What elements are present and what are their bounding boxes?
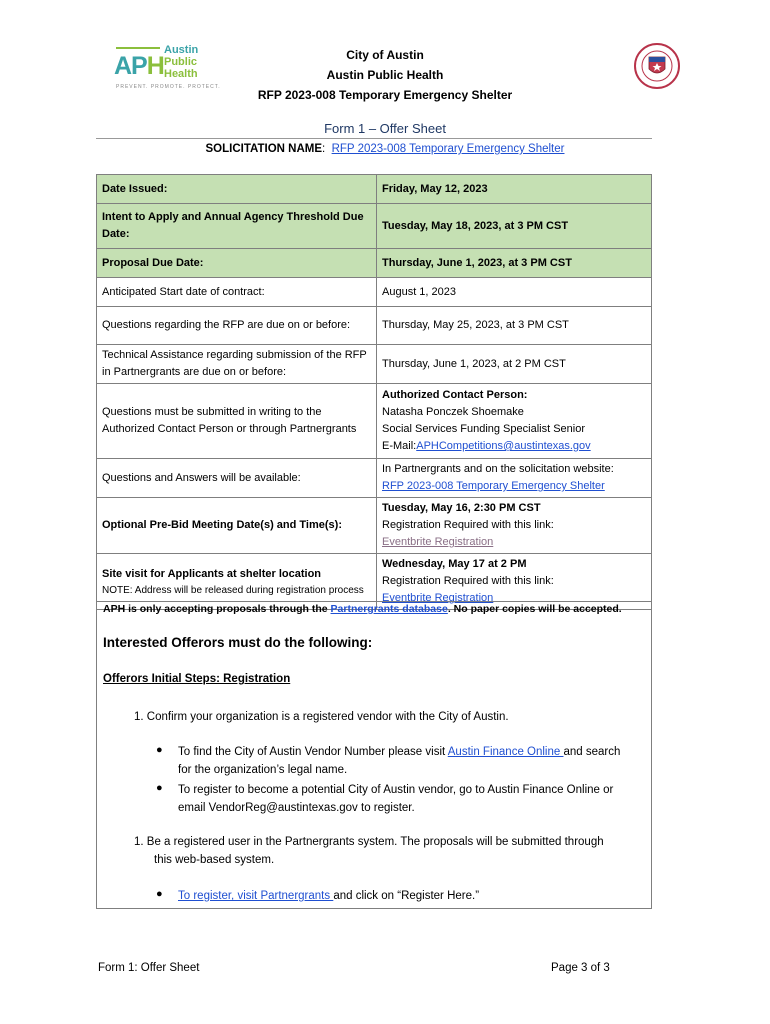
instructions-heading: Interested Offerors must do the following: bbox=[103, 635, 373, 650]
qa-solicitation-link[interactable]: RFP 2023-008 Temporary Emergency Shelter bbox=[382, 480, 605, 492]
table-row-proposal-due: Proposal Due Date: Thursday, June 1, 2023, at 3 PM CST bbox=[97, 249, 652, 278]
table-row-prebid: Optional Pre-Bid Meeting Date(s) and Time(s): Tuesday, May 16, 2:30 PM CST Registration Required with this link: Eventbrite Registration bbox=[97, 498, 652, 554]
logo-tagline: PREVENT. PROMOTE. PROTECT. bbox=[116, 84, 221, 90]
bullet-icon: ● bbox=[156, 888, 163, 900]
contact-email-link[interactable]: APHCompetitions@austintexas.gov bbox=[416, 440, 591, 452]
header-rfp-title: RFP 2023-008 Temporary Emergency Shelter bbox=[257, 88, 513, 102]
table-row-questions-due: Questions regarding the RFP are due on or before: Thursday, May 25, 2023, at 3 PM CST bbox=[97, 307, 652, 345]
site-visit-eventbrite-link[interactable]: Eventbrite Registration bbox=[382, 592, 494, 604]
header-department: Austin Public Health bbox=[326, 68, 444, 82]
step-confirm-vendor: 1. Confirm your organization is a registered vendor with the City of Austin. bbox=[134, 711, 509, 723]
table-row-intent: Intent to Apply and Annual Agency Threshold Due Date: Tuesday, May 18, 2023, at 3 PM CST bbox=[97, 204, 652, 249]
paper-copies-notice: APH is only accepting proposals through the Partnergrants database. No paper copies will be accepted. bbox=[103, 603, 622, 615]
bullet-icon: ● bbox=[156, 744, 163, 756]
table-row-technical-assistance: Technical Assistance regarding submission of the RFP in Partnergrants are due on or before: Thursday, June 1, 2023, at 2 PM CST bbox=[97, 345, 652, 384]
bullet-icon: ● bbox=[156, 782, 163, 794]
solicitation-name: SOLICITATION NAME: RFP 2023-008 Temporary Emergency Shelter bbox=[205, 143, 565, 155]
table-row-start-date: Anticipated Start date of contract: August 1, 2023 bbox=[97, 278, 652, 307]
table-row-contact: Questions must be submitted in writing to the Authorized Contact Person or through Partnergrants Authorized Contact Person: Natasha Ponczek Shoemake Social Services Funding Specialist Senior E-Mail:APHCompetitions@austintexas.gov bbox=[97, 384, 652, 459]
bullet-register-vendor: To register to become a potential City of Austin vendor, go to Austin Finance Online or email VendorReg@austintexas.gov to register. bbox=[178, 784, 614, 814]
austin-finance-online-link[interactable]: Austin Finance Online bbox=[447, 746, 564, 758]
registration-steps-heading: Offerors Initial Steps: Registration bbox=[103, 673, 291, 685]
logo-mark: APH bbox=[114, 52, 164, 80]
footer-form-label: Form 1: Offer Sheet bbox=[98, 962, 200, 974]
table-row-qa: Questions and Answers will be available: In Partnergrants and on the solicitation website: RFP 2023-008 Temporary Emergency Shelter bbox=[97, 459, 652, 498]
footer-page-number: Page 3 of 3 bbox=[551, 962, 610, 974]
register-partnergrants-link[interactable]: To register, visit Partnergrants bbox=[178, 890, 334, 902]
title-divider bbox=[96, 138, 652, 139]
key-dates-table bbox=[96, 174, 652, 610]
bullet-register-partnergrants: To register, visit Partnergrants and click on “Register Here.” bbox=[178, 890, 480, 902]
form-title: Form 1 – Offer Sheet bbox=[324, 121, 446, 136]
bullet-vendor-number: To find the City of Austin Vendor Number please visit Austin Finance Online and search for the organization’s legal name. bbox=[178, 746, 621, 776]
contact-cell: Authorized Contact Person: Natasha Ponczek Shoemake Social Services Funding Specialist Senior E-Mail:APHCompetitions@austintexas.gov bbox=[377, 384, 652, 459]
solicitation-link[interactable]: RFP 2023-008 Temporary Emergency Shelter bbox=[331, 143, 565, 155]
step-partnergrants-user: 1. Be a registered user in the Partnergrants system. The proposals will be submitted through this web-based system. bbox=[134, 836, 604, 866]
logo-wordmark: Austin Public Health bbox=[164, 44, 199, 80]
table-row-date-issued: Date Issued: Friday, May 12, 2023 bbox=[97, 175, 652, 204]
table-row-site-visit: Site visit for Applicants at shelter location NOTE: Address will be released during registration process Wednesday, May 17 at 2 PM Registration Required with this link: Eventbrite Registration bbox=[97, 554, 652, 610]
partnergrants-database-link[interactable]: Partnergrants database bbox=[330, 603, 448, 615]
header-city: City of Austin bbox=[346, 48, 424, 62]
prebid-eventbrite-link[interactable]: Eventbrite Registration bbox=[382, 536, 494, 548]
